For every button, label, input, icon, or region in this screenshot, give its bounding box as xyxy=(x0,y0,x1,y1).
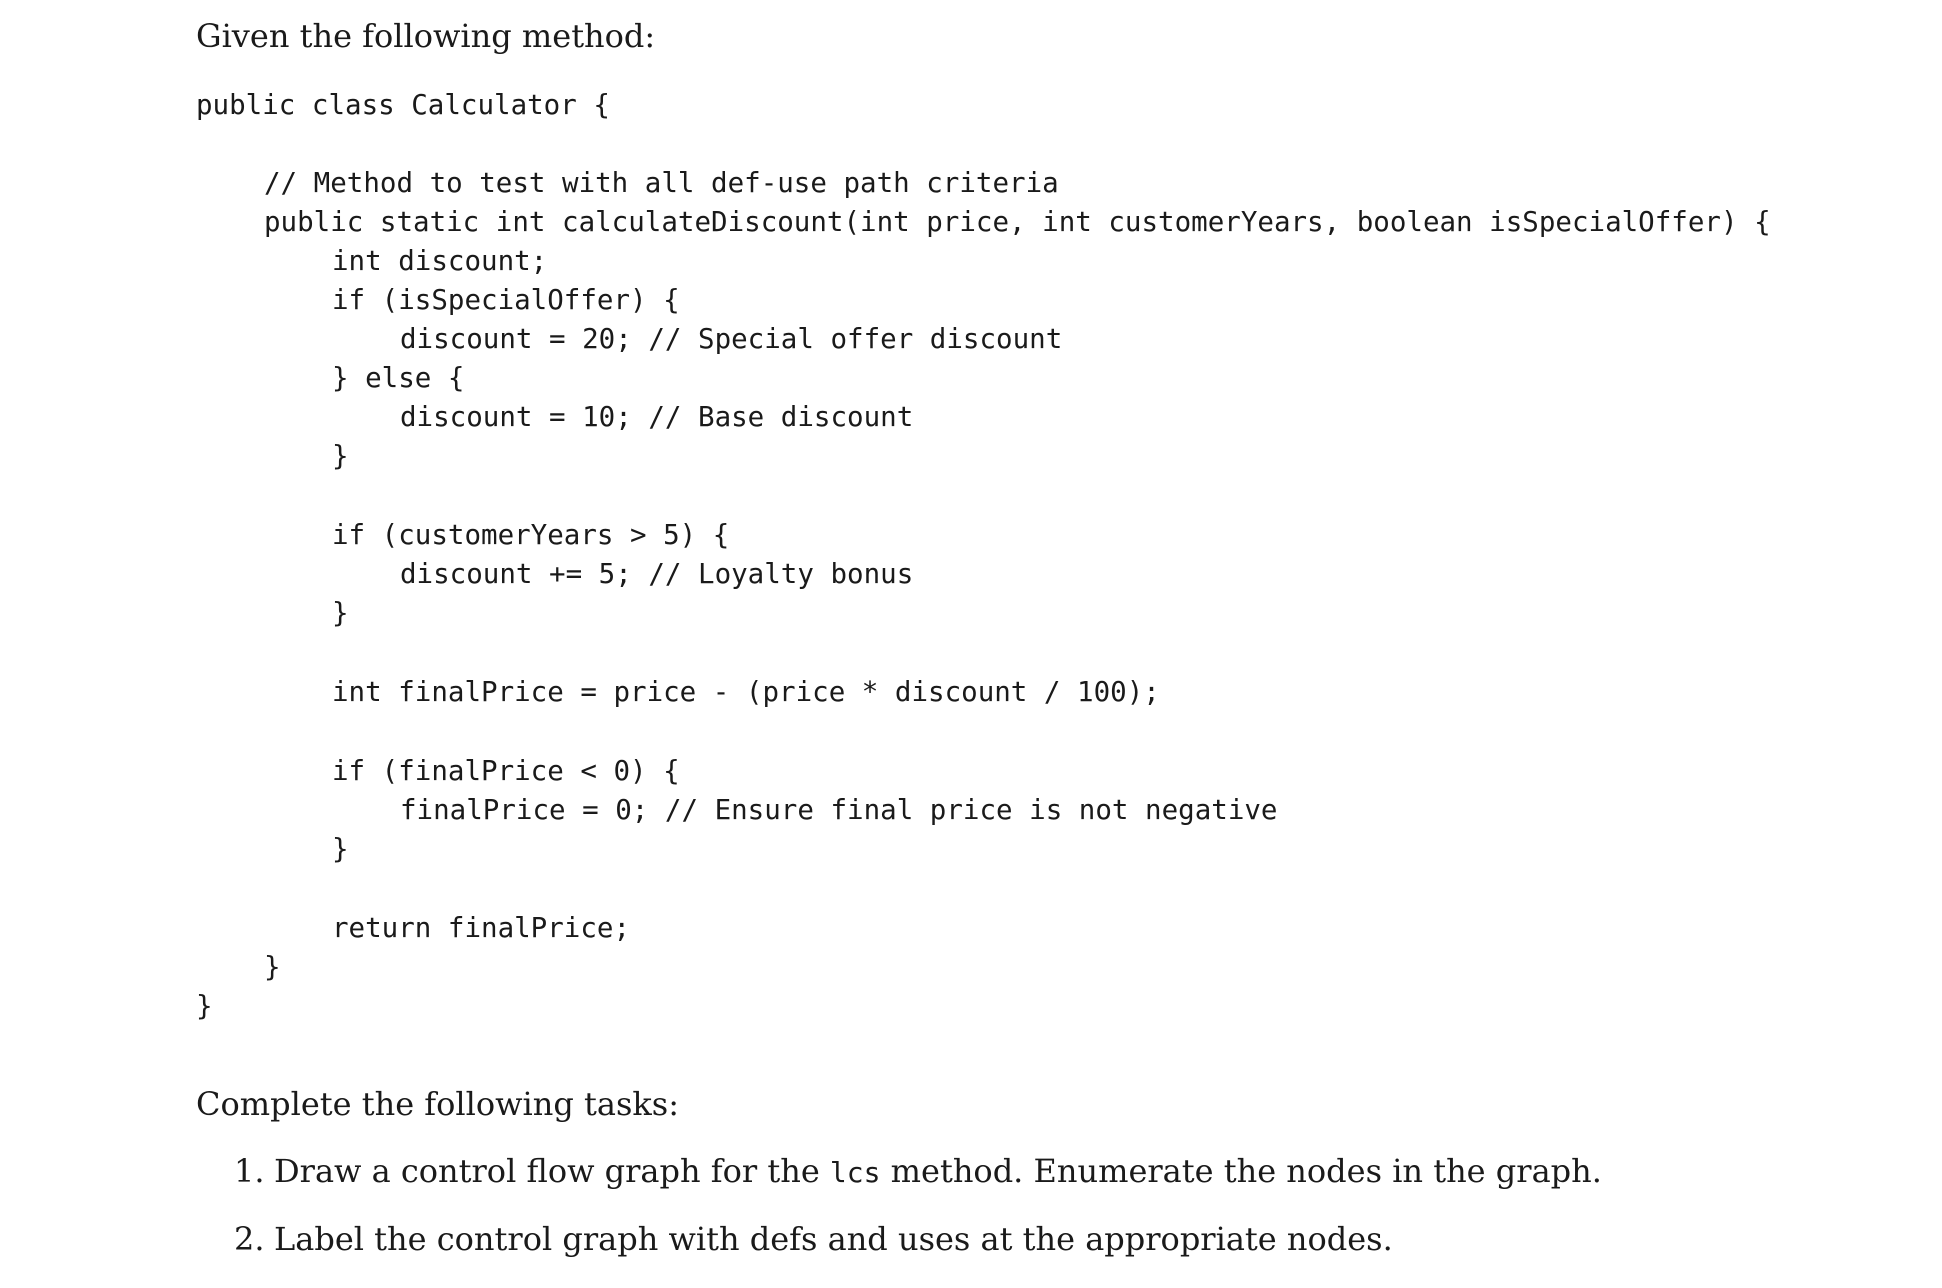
task-text-part: Label the control graph with defs and uses at the appropriate nodes. xyxy=(274,1220,1393,1258)
task-number: 1. xyxy=(234,1152,265,1190)
code-line: finalPrice = 0; // Ensure final price is not negative xyxy=(400,794,1278,826)
task-item xyxy=(234,1152,1602,1190)
code-line: } xyxy=(196,990,213,1022)
code-line: public static int calculateDiscount(int price, int customerYears, boolean isSpecialOffer) { xyxy=(264,206,1771,238)
task-item xyxy=(234,1220,1602,1258)
code-line: } xyxy=(264,951,281,983)
code-line: int discount; xyxy=(332,245,548,277)
code-line: return finalPrice; xyxy=(332,912,631,944)
code-line: public class Calculator { xyxy=(196,89,610,121)
code-line: if (customerYears > 5) { xyxy=(332,519,730,551)
code-line xyxy=(196,125,1771,164)
code-line: discount += 5; // Loyalty bonus xyxy=(400,558,914,590)
task-list xyxy=(234,1152,1602,1288)
code-line: discount = 10; // Base discount xyxy=(400,401,914,433)
task-number: 2. xyxy=(234,1220,265,1258)
code-line: discount = 20; // Special offer discount xyxy=(400,323,1063,355)
code-line: } xyxy=(332,597,349,629)
code-line: // Method to test with all def-use path criteria xyxy=(264,167,1059,199)
intro-text: Given the following method: xyxy=(196,17,656,55)
code-line xyxy=(196,476,1771,516)
task-text-part: method. Enumerate the nodes in the graph. xyxy=(880,1152,1602,1190)
tasks-heading: Complete the following tasks: xyxy=(196,1085,679,1123)
task-text-part: Draw a control flow graph for the xyxy=(274,1152,830,1190)
code-line xyxy=(196,633,1771,673)
code-line: int finalPrice = price - (price * discount / 100); xyxy=(332,676,1160,708)
code-line xyxy=(196,869,1771,909)
code-line: } else { xyxy=(332,362,465,394)
code-listing xyxy=(196,86,1771,1026)
code-line xyxy=(196,712,1771,752)
task-text xyxy=(274,1152,1602,1190)
code-line: if (finalPrice < 0) { xyxy=(332,755,680,787)
inline-code: lcs xyxy=(829,1156,881,1189)
task-text xyxy=(274,1220,1393,1258)
code-line: if (isSpecialOffer) { xyxy=(332,284,680,316)
code-line: } xyxy=(332,833,349,865)
code-line: } xyxy=(332,440,349,472)
